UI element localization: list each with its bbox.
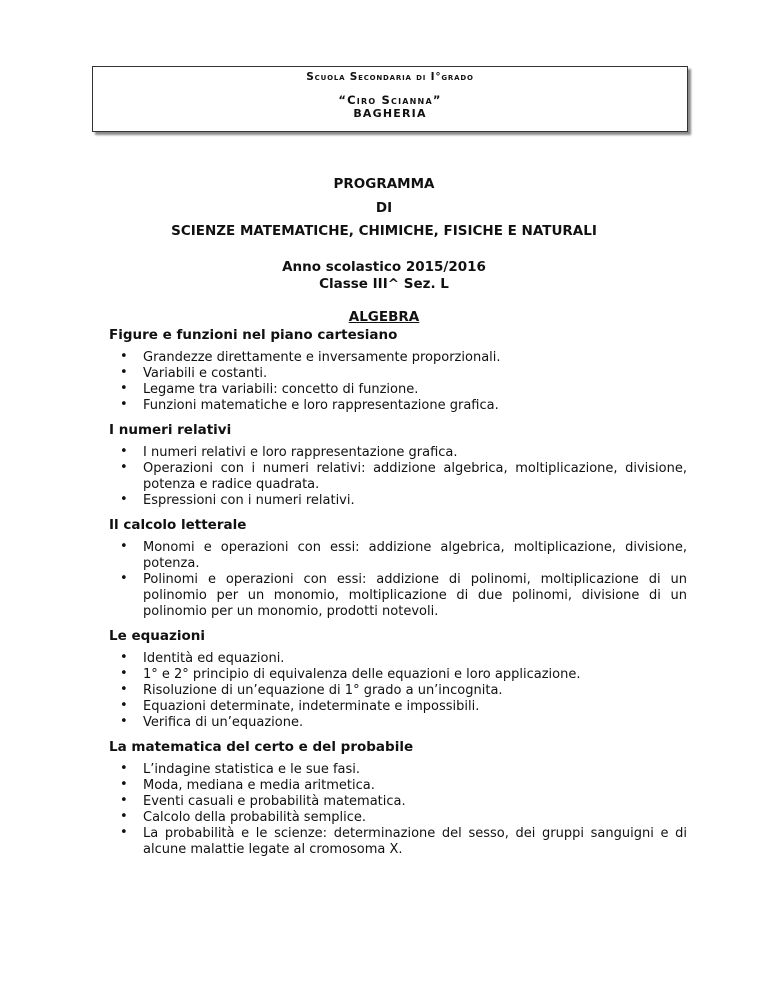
section-list (109, 651, 687, 731)
school-header-box (92, 66, 688, 132)
list-item-text: Polinomi e operazioni con essi: addizione di polinomi, moltiplicazione di un polinomio per un monomio, moltiplicazione di due polinomi, divisione di un polinomio per un monomio, prodotti notevoli. (143, 572, 687, 619)
list-item-text: Funzioni matematiche e loro rappresentazione grafica. (143, 398, 499, 413)
list-item (109, 540, 687, 572)
class-section: Classe III^ Sez. L (319, 276, 449, 292)
list-item-text: Equazioni determinate, indeterminate e impossibili. (143, 699, 480, 714)
bullet-icon: • (120, 809, 128, 824)
bullet-icon: • (120, 761, 128, 776)
section-title: La matematica del certo e del probabile (109, 739, 414, 755)
doc-title-di: DI (375, 200, 393, 216)
section-title: Figure e funzioni nel piano cartesiano (109, 327, 398, 343)
bullet-icon: • (120, 460, 128, 475)
bullet-icon: • (120, 650, 128, 665)
bullet-icon: • (120, 777, 128, 792)
list-item-text: Monomi e operazioni con essi: addizione algebrica, moltiplicazione, divisione, potenza. (143, 540, 687, 571)
section-list (109, 350, 687, 414)
bullet-icon: • (120, 381, 128, 396)
list-item (109, 683, 687, 699)
bullet-icon: • (120, 444, 128, 459)
school-type: Scuola Secondaria di I°grado (306, 71, 474, 83)
section-title: Il calcolo letterale (109, 517, 247, 533)
school-city: BAGHERIA (353, 107, 427, 120)
list-item-text: Moda, mediana e media aritmetica. (143, 778, 375, 793)
list-item (109, 778, 687, 794)
section-title: Le equazioni (109, 628, 205, 644)
list-item (109, 461, 687, 493)
bullet-icon: • (120, 682, 128, 697)
list-item (109, 699, 687, 715)
program-content (109, 327, 687, 866)
list-item-text: Identità ed equazioni. (143, 651, 285, 666)
list-item-text: Legame tra variabili: concetto di funzione. (143, 382, 419, 397)
bullet-icon: • (120, 714, 128, 729)
list-item-text: L’indagine statistica e le sue fasi. (143, 762, 361, 777)
doc-title-subject: SCIENZE MATEMATICHE, CHIMICHE, FISICHE E NATURALI (171, 223, 597, 239)
section-list (109, 445, 687, 509)
section-list (109, 762, 687, 858)
list-item (109, 382, 687, 398)
list-item (109, 667, 687, 683)
list-item-text: La probabilità e le scienze: determinazione del sesso, dei gruppi sanguigni e di alcune malattie legate al cromosoma X. (143, 826, 687, 857)
list-item-text: I numeri relativi e loro rappresentazione grafica. (143, 445, 458, 460)
list-item-text: Grandezze direttamente e inversamente proporzionali. (143, 350, 501, 365)
list-item (109, 350, 687, 366)
bullet-icon: • (120, 571, 128, 586)
subject-heading: ALGEBRA (348, 309, 420, 325)
list-item (109, 445, 687, 461)
list-item (109, 398, 687, 414)
list-item-text: Verifica di un’equazione. (143, 715, 304, 730)
list-item-text: Espressioni con i numeri relativi. (143, 493, 355, 508)
bullet-icon: • (120, 397, 128, 412)
list-item (109, 810, 687, 826)
bullet-icon: • (120, 492, 128, 507)
list-item (109, 572, 687, 620)
list-item (109, 366, 687, 382)
list-item-text: Operazioni con i numeri relativi: addizione algebrica, moltiplicazione, divisione, potenza e radice quadrata. (143, 461, 687, 492)
list-item (109, 651, 687, 667)
doc-title-programma: PROGRAMMA (333, 176, 435, 192)
list-item-text: 1° e 2° principio di equivalenza delle equazioni e loro applicazione. (143, 667, 581, 682)
bullet-icon: • (120, 793, 128, 808)
bullet-icon: • (120, 698, 128, 713)
section-title: I numeri relativi (109, 422, 232, 438)
list-item-text: Eventi casuali e probabilità matematica. (143, 794, 406, 809)
list-item (109, 826, 687, 858)
bullet-icon: • (120, 365, 128, 380)
bullet-icon: • (120, 825, 128, 840)
list-item-text: Calcolo della probabilità semplice. (143, 810, 366, 825)
list-item (109, 493, 687, 509)
list-item (109, 794, 687, 810)
section-list (109, 540, 687, 620)
list-item-text: Risoluzione di un’equazione di 1° grado a un’incognita. (143, 683, 503, 698)
bullet-icon: • (120, 349, 128, 364)
bullet-icon: • (120, 539, 128, 554)
list-item (109, 762, 687, 778)
school-name: “Ciro Scianna” (338, 93, 442, 107)
bullet-icon: • (120, 666, 128, 681)
list-item (109, 715, 687, 731)
school-year: Anno scolastico 2015/2016 (282, 259, 486, 275)
list-item-text: Variabili e costanti. (143, 366, 268, 381)
